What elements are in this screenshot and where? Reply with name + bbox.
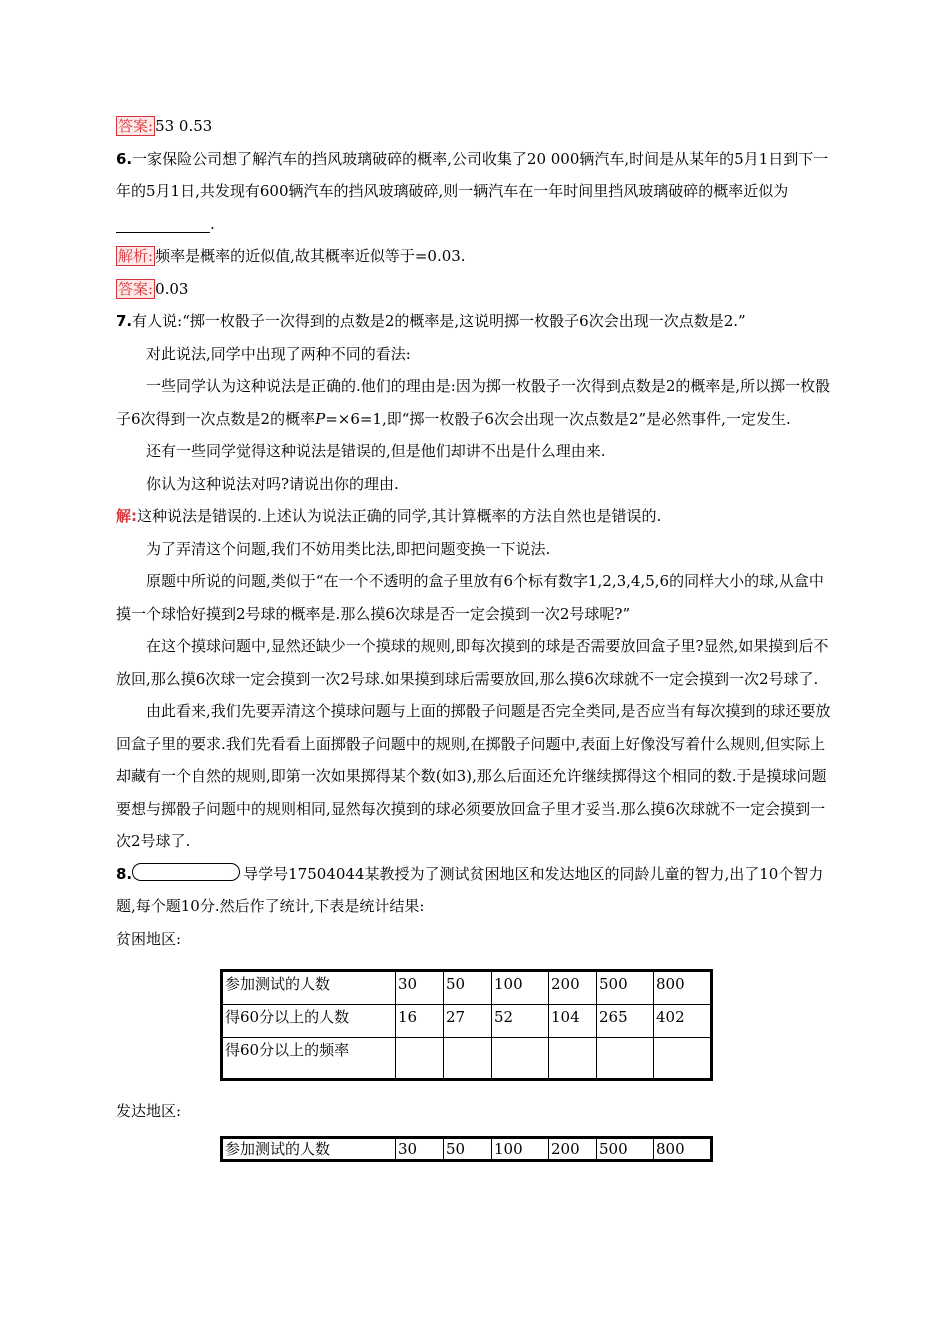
q7-text: 有人说:“掷一枚骰子一次得到的点数是2的概率是,这说明掷一枚骰子6次会出现一次点数是2.” bbox=[132, 312, 746, 330]
question-number: 7. bbox=[116, 312, 133, 330]
table-cell: 参加测试的人数 bbox=[222, 971, 396, 1005]
table-cell bbox=[396, 1038, 444, 1080]
table-row bbox=[222, 1038, 712, 1080]
q7-text: 一些同学认为这种说法是正确的.他们的理由是:因为掷一枚骰子一次得到点数是2的概率是,所以掷一枚骰子6次得到一次点数是2的概率 bbox=[116, 377, 831, 428]
table-cell: 得60分以上的人数 bbox=[222, 1005, 396, 1038]
table-row bbox=[222, 971, 712, 1005]
poor-region-table bbox=[220, 969, 713, 1081]
table-cell: 30 bbox=[396, 1137, 444, 1160]
q6-answer bbox=[116, 273, 836, 306]
q5-answer bbox=[116, 110, 836, 143]
solution-text: 这种说法是错误的.上述认为说法正确的同学,其计算概率的方法自然也是错误的. bbox=[137, 507, 662, 525]
table-cell bbox=[597, 1038, 654, 1080]
table-cell: 402 bbox=[654, 1005, 712, 1038]
table-cell bbox=[654, 1038, 712, 1080]
solution-paragraph: 在这个摸球问题中,显然还缺少一个摸球的规则,即每次摸到的球是否需要放回盒子里?显然,如果摸到后不放回,那么摸6次球一定会摸到一次2号球.如果摸到球后需要放回,那么摸6次球就不一定会摸到一次2号球了. bbox=[116, 637, 829, 688]
solution-paragraph: 为了弄清这个问题,我们不妨用类比法,即把问题变换一下说法. bbox=[146, 539, 551, 558]
table-cell bbox=[492, 1038, 549, 1080]
table-cell: 500 bbox=[597, 1137, 654, 1160]
guide-number-box bbox=[132, 863, 240, 881]
q7-paragraph: 还有一些同学觉得这种说法是错误的,但是他们却讲不出是什么理由来. bbox=[146, 442, 606, 460]
answer-blank bbox=[116, 214, 210, 233]
table-cell: 800 bbox=[654, 1137, 712, 1160]
table-cell bbox=[549, 1038, 597, 1080]
table-cell: 800 bbox=[654, 971, 712, 1005]
q7-solution bbox=[116, 500, 836, 533]
q6-stem bbox=[116, 143, 836, 241]
q6-analysis bbox=[116, 240, 836, 273]
q7-paragraph: 对此说法,同学中出现了两种不同的看法: bbox=[146, 344, 411, 363]
table-cell: 200 bbox=[549, 971, 597, 1005]
q6-text-end: . bbox=[210, 214, 215, 233]
analysis-tag: 解析: bbox=[118, 247, 154, 265]
table-cell: 得60分以上的频率 bbox=[222, 1038, 396, 1080]
developed-region-table bbox=[220, 1136, 713, 1162]
table-cell: 27 bbox=[444, 1005, 492, 1038]
region-label: 发达地区: bbox=[116, 1102, 182, 1120]
q8-text: 导学号17504044某教授为了测试贫困地区和发达地区的同龄儿童的智力,出了10个智力题,每个题10分.然后作了统计,下表是统计结果: bbox=[116, 864, 824, 915]
table-cell: 50 bbox=[444, 1137, 492, 1160]
q7-stem bbox=[116, 305, 836, 338]
region-label: 贫困地区: bbox=[116, 929, 182, 948]
table-cell: 100 bbox=[492, 971, 549, 1005]
table-cell: 200 bbox=[549, 1137, 597, 1160]
table-cell: 参加测试的人数 bbox=[222, 1137, 396, 1160]
question-number: 8. bbox=[116, 864, 133, 883]
document-body bbox=[116, 110, 836, 1162]
q8-stem bbox=[116, 858, 836, 923]
answer-tag: 答案: bbox=[118, 279, 154, 298]
q6-text: 一家保险公司想了解汽车的挡风玻璃破碎的概率,公司收集了20 000辆汽车,时间是从某年的5月1日到下一年的5月1日,共发现有600辆汽车的挡风玻璃破碎,则一辆汽车在一年时间里挡风玻璃破碎的概率近似为 bbox=[116, 149, 829, 200]
table-cell: 500 bbox=[597, 971, 654, 1005]
table-cell: 104 bbox=[549, 1005, 597, 1038]
q7-text: =×6=1,即“掷一枚骰子6次会出现一次点数是2”是必然事件,一定发生. bbox=[325, 409, 791, 428]
solution-paragraph: 原题中所说的问题,类似于“在一个不透明的盒子里放有6个标有数字1,2,3,4,5,6的同样大小的球,从盒中摸一个球恰好摸到2号球的概率是.那么摸6次球是否一定会摸到一次2号球呢?” bbox=[116, 572, 824, 623]
table-cell: 16 bbox=[396, 1005, 444, 1038]
answer-tag: 答案: bbox=[118, 117, 154, 135]
table-cell: 50 bbox=[444, 971, 492, 1005]
table-row bbox=[222, 1005, 712, 1038]
table-cell: 30 bbox=[396, 971, 444, 1005]
table-row bbox=[222, 1137, 712, 1160]
question-number: 6. bbox=[116, 149, 133, 168]
answer-text: 53 0.53 bbox=[155, 117, 213, 135]
q7-paragraph bbox=[116, 370, 836, 435]
analysis-text: 频率是概率的近似值,故其概率近似等于=0.03. bbox=[155, 247, 466, 265]
table-cell bbox=[444, 1038, 492, 1080]
answer-text: 0.03 bbox=[155, 279, 189, 298]
q7-paragraph: 你认为这种说法对吗?请说出你的理由. bbox=[146, 474, 399, 493]
table-cell: 52 bbox=[492, 1005, 549, 1038]
variable-p: P bbox=[315, 409, 326, 428]
solution-label: 解: bbox=[116, 507, 137, 525]
solution-paragraph: 由此看来,我们先要弄清这个摸球问题与上面的掷骰子问题是否完全类同,是否应当有每次摸到的球还要放回盒子里的要求.我们先看看上面掷骰子问题中的规则,在掷骰子问题中,表面上好像没写着什么规则,但实际上却藏有一个自然的规则,即第一次如果掷得某个数(如3),那么后面还允许继续掷得这个相同的数.于是摸球问题要想与掷骰子问题中的规则相同,显然每次摸到的球必须要放回盒子里才妥当.那么摸6次球就不一定会摸到一次2号球了. bbox=[116, 702, 831, 850]
table-cell: 100 bbox=[492, 1137, 549, 1160]
table-cell: 265 bbox=[597, 1005, 654, 1038]
